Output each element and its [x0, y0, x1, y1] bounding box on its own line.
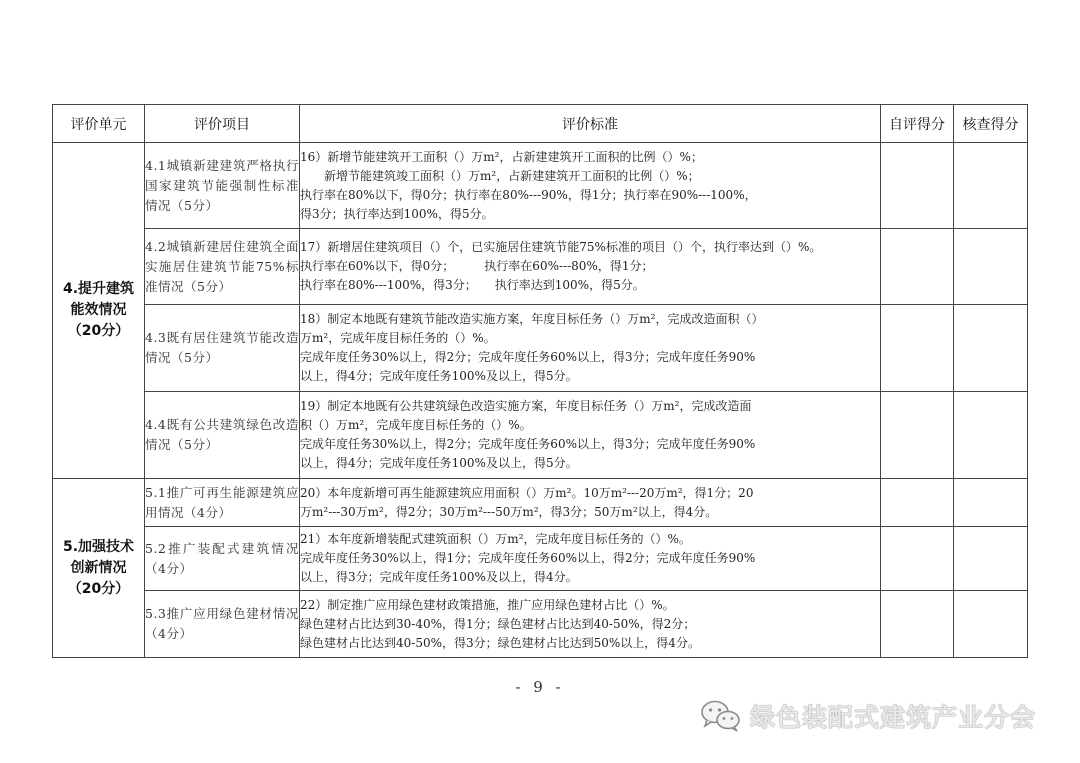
item-cell: 5.1推广可再生能源建筑应用情况（4分） [145, 479, 300, 527]
watermark-text: 绿色装配式建筑产业分会 [750, 703, 1037, 732]
self-score-cell[interactable] [881, 392, 954, 479]
check-score-cell[interactable] [954, 591, 1028, 658]
table-row [53, 479, 1028, 527]
header-self-score: 自评得分 [881, 105, 954, 143]
item-cell: 5.3推广应用绿色建材情况（4分） [145, 591, 300, 658]
standard-line: 完成年度任务30%以上，得2分；完成年度任务60%以上，得3分；完成年度任务90% [300, 437, 756, 451]
standard-line: 完成年度任务30%以上，得2分；完成年度任务60%以上，得3分；完成年度任务90% [300, 350, 756, 364]
table-row [53, 591, 1028, 658]
table-row [53, 527, 1028, 591]
standard-line: 完成年度任务30%以上，得1分；完成年度任务60%以上，得2分；完成年度任务90% [300, 551, 756, 565]
item-cell: 4.3既有居住建筑节能改造情况（5分） [145, 305, 300, 392]
unit-line: （20分） [67, 580, 130, 597]
standard-cell [300, 479, 881, 527]
header-unit: 评价单元 [53, 105, 145, 143]
check-score-cell[interactable] [954, 527, 1028, 591]
unit-cell-4 [53, 143, 145, 479]
unit-cell-5 [53, 479, 145, 658]
table-row [53, 305, 1028, 392]
standard-line: 以上，得4分；完成年度任务100%及以上，得5分。 [300, 456, 578, 470]
standard-line: 18）制定本地既有建筑节能改造实施方案，年度目标任务（）万m²，完成改造面积（） [300, 312, 764, 326]
self-score-cell[interactable] [881, 479, 954, 527]
standard-line: 20）本年度新增可再生能源建筑应用面积（）万m²。10万m²---20万m²，得1分；20 [300, 485, 754, 500]
table-header-row [53, 105, 1028, 143]
standard-line: 17）新增居住建筑项目（）个，已实施居住建筑节能75%标准的项目（）个，执行率达到（）%。 [300, 240, 822, 254]
standard-line: 新增节能建筑竣工面积（）万m²，占新建建筑开工面积的比例（）%； [300, 168, 700, 183]
standard-line: 执行率在80%---100%，得3分； 执行率达到100%，得5分。 [300, 278, 645, 292]
standard-line: 得3分；执行率达到100%，得5分。 [300, 206, 494, 221]
standard-line: 万m²---30万m²，得2分；30万m²---50万m²，得3分；50万m²以上，得4分。 [300, 504, 718, 519]
item-cell: 4.2城镇新建居住建筑全面实施居住建筑节能75%标准情况（5分） [145, 229, 300, 305]
standard-line: 绿色建材占比达到40-50%，得3分；绿色建材占比达到50%以上，得4分。 [300, 635, 700, 650]
check-score-cell[interactable] [954, 143, 1028, 229]
page-number: - 9 - [515, 678, 565, 696]
item-cell: 4.1城镇新建建筑严格执行国家建筑节能强制性标准情况（5分） [145, 143, 300, 229]
standard-line: 19）制定本地既有公共建筑绿色改造实施方案，年度目标任务（）万m²，完成改造面 [300, 399, 752, 413]
self-score-cell[interactable] [881, 527, 954, 591]
table-row [53, 143, 1028, 229]
standard-line: 21）本年度新增装配式建筑面积（）万m²，完成年度目标任务的（）%。 [300, 532, 691, 546]
header-item: 评价项目 [145, 105, 300, 143]
check-score-cell[interactable] [954, 229, 1028, 305]
standard-cell [300, 591, 881, 658]
unit-line: （20分） [67, 323, 130, 339]
check-score-cell[interactable] [954, 479, 1028, 527]
header-standard: 评价标准 [300, 105, 881, 143]
standard-cell [300, 229, 881, 305]
watermark [700, 697, 1036, 735]
standard-cell [300, 305, 881, 392]
wechat-icon [700, 699, 742, 733]
standard-line: 执行率在80%以下，得0分；执行率在80%---90%，得1分；执行率在90%---100%， [300, 187, 757, 202]
item-cell: 4.4既有公共建筑绿色改造情况（5分） [145, 392, 300, 479]
table-row [53, 229, 1028, 305]
unit-line: 创新情况 [70, 559, 127, 576]
table-row [53, 392, 1028, 479]
standard-line: 16）新增节能建筑开工面积（）万m²，占新建建筑开工面积的比例（）%； [300, 149, 703, 164]
standard-line: 执行率在60%以下，得0分； 执行率在60%---80%，得1分； [300, 259, 654, 273]
check-score-cell[interactable] [954, 305, 1028, 392]
header-check-score: 核查得分 [954, 105, 1028, 143]
standard-line: 积（）万m²，完成年度目标任务的（）%。 [300, 418, 532, 432]
standard-cell [300, 143, 881, 229]
standard-line: 以上，得4分；完成年度任务100%及以上，得5分。 [300, 369, 578, 383]
item-cell: 5.2推广装配式建筑情况（4分） [145, 527, 300, 591]
standard-line: 22）制定推广应用绿色建材政策措施，推广应用绿色建材占比（）%。 [300, 597, 675, 612]
standard-cell [300, 392, 881, 479]
standard-line: 绿色建材占比达到30-40%，得1分；绿色建材占比达到40-50%，得2分； [300, 616, 696, 631]
evaluation-table [52, 104, 1028, 658]
standard-cell [300, 527, 881, 591]
self-score-cell[interactable] [881, 143, 954, 229]
standard-line: 万m²，完成年度目标任务的（）%。 [300, 331, 496, 345]
unit-line: 能效情况 [70, 302, 127, 318]
self-score-cell[interactable] [881, 229, 954, 305]
standard-line: 以上，得3分；完成年度任务100%及以上，得4分。 [300, 570, 578, 584]
self-score-cell[interactable] [881, 591, 954, 658]
unit-line: 4.提升建筑 [62, 281, 135, 297]
unit-line: 5.加强技术 [62, 538, 135, 555]
self-score-cell[interactable] [881, 305, 954, 392]
check-score-cell[interactable] [954, 392, 1028, 479]
